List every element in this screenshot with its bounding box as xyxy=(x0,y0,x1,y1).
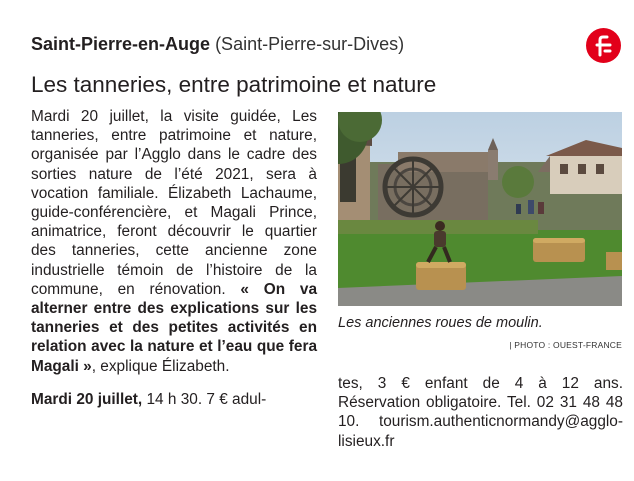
kicker-place: Saint-Pierre-en-Auge xyxy=(31,34,211,54)
practical-info-start xyxy=(31,390,317,409)
article-body-left-column xyxy=(31,107,317,409)
photo-caption: Les anciennes roues de moulin. xyxy=(338,315,543,331)
article-kicker xyxy=(31,34,404,54)
body-quote: « On va alterner entre des explications sur les tanneries et des petites activités en relation avec la nature et l’eau que fera Magali » xyxy=(31,280,318,375)
article-headline: Les tanneries, entre patrimoine et nature xyxy=(31,72,437,97)
photo-credit: | PHOTO : OUEST-FRANCE xyxy=(509,340,622,350)
body-outro: , explique Élizabeth. xyxy=(91,357,230,375)
article-body-right-column xyxy=(338,374,623,451)
article-paragraph xyxy=(31,107,317,376)
ouest-france-logo-icon xyxy=(586,28,621,63)
practical-info-continued: tes, 3 € enfant de 4 à 12 ans. Réservation obligatoire. Tel. 02 31 48 48 10. tourism.authenticnormandy@agglo-lisieux.fr xyxy=(338,375,623,450)
body-intro: Mardi 20 juillet, la visite guidée, Les tanneries, entre patrimoine et nature, organisée par l’Agglo dans le cadre des sorties nature de l’été 2021, sera à vocation familiale. Élizabeth Lachaume, guide-conférencière, et Magali Prince, animatrice, feront découvrir le quartier des tanneries, cette ancienne zone industrielle témoin de l’histoire de la commune, en rénovation. xyxy=(31,108,317,298)
article-photo xyxy=(338,112,622,306)
info-date: Mardi 20 juillet, xyxy=(31,390,143,408)
kicker-subtitle: (Saint-Pierre-sur-Dives) xyxy=(215,34,405,54)
info-text-left: 14 h 30. 7 € adul- xyxy=(142,390,267,408)
